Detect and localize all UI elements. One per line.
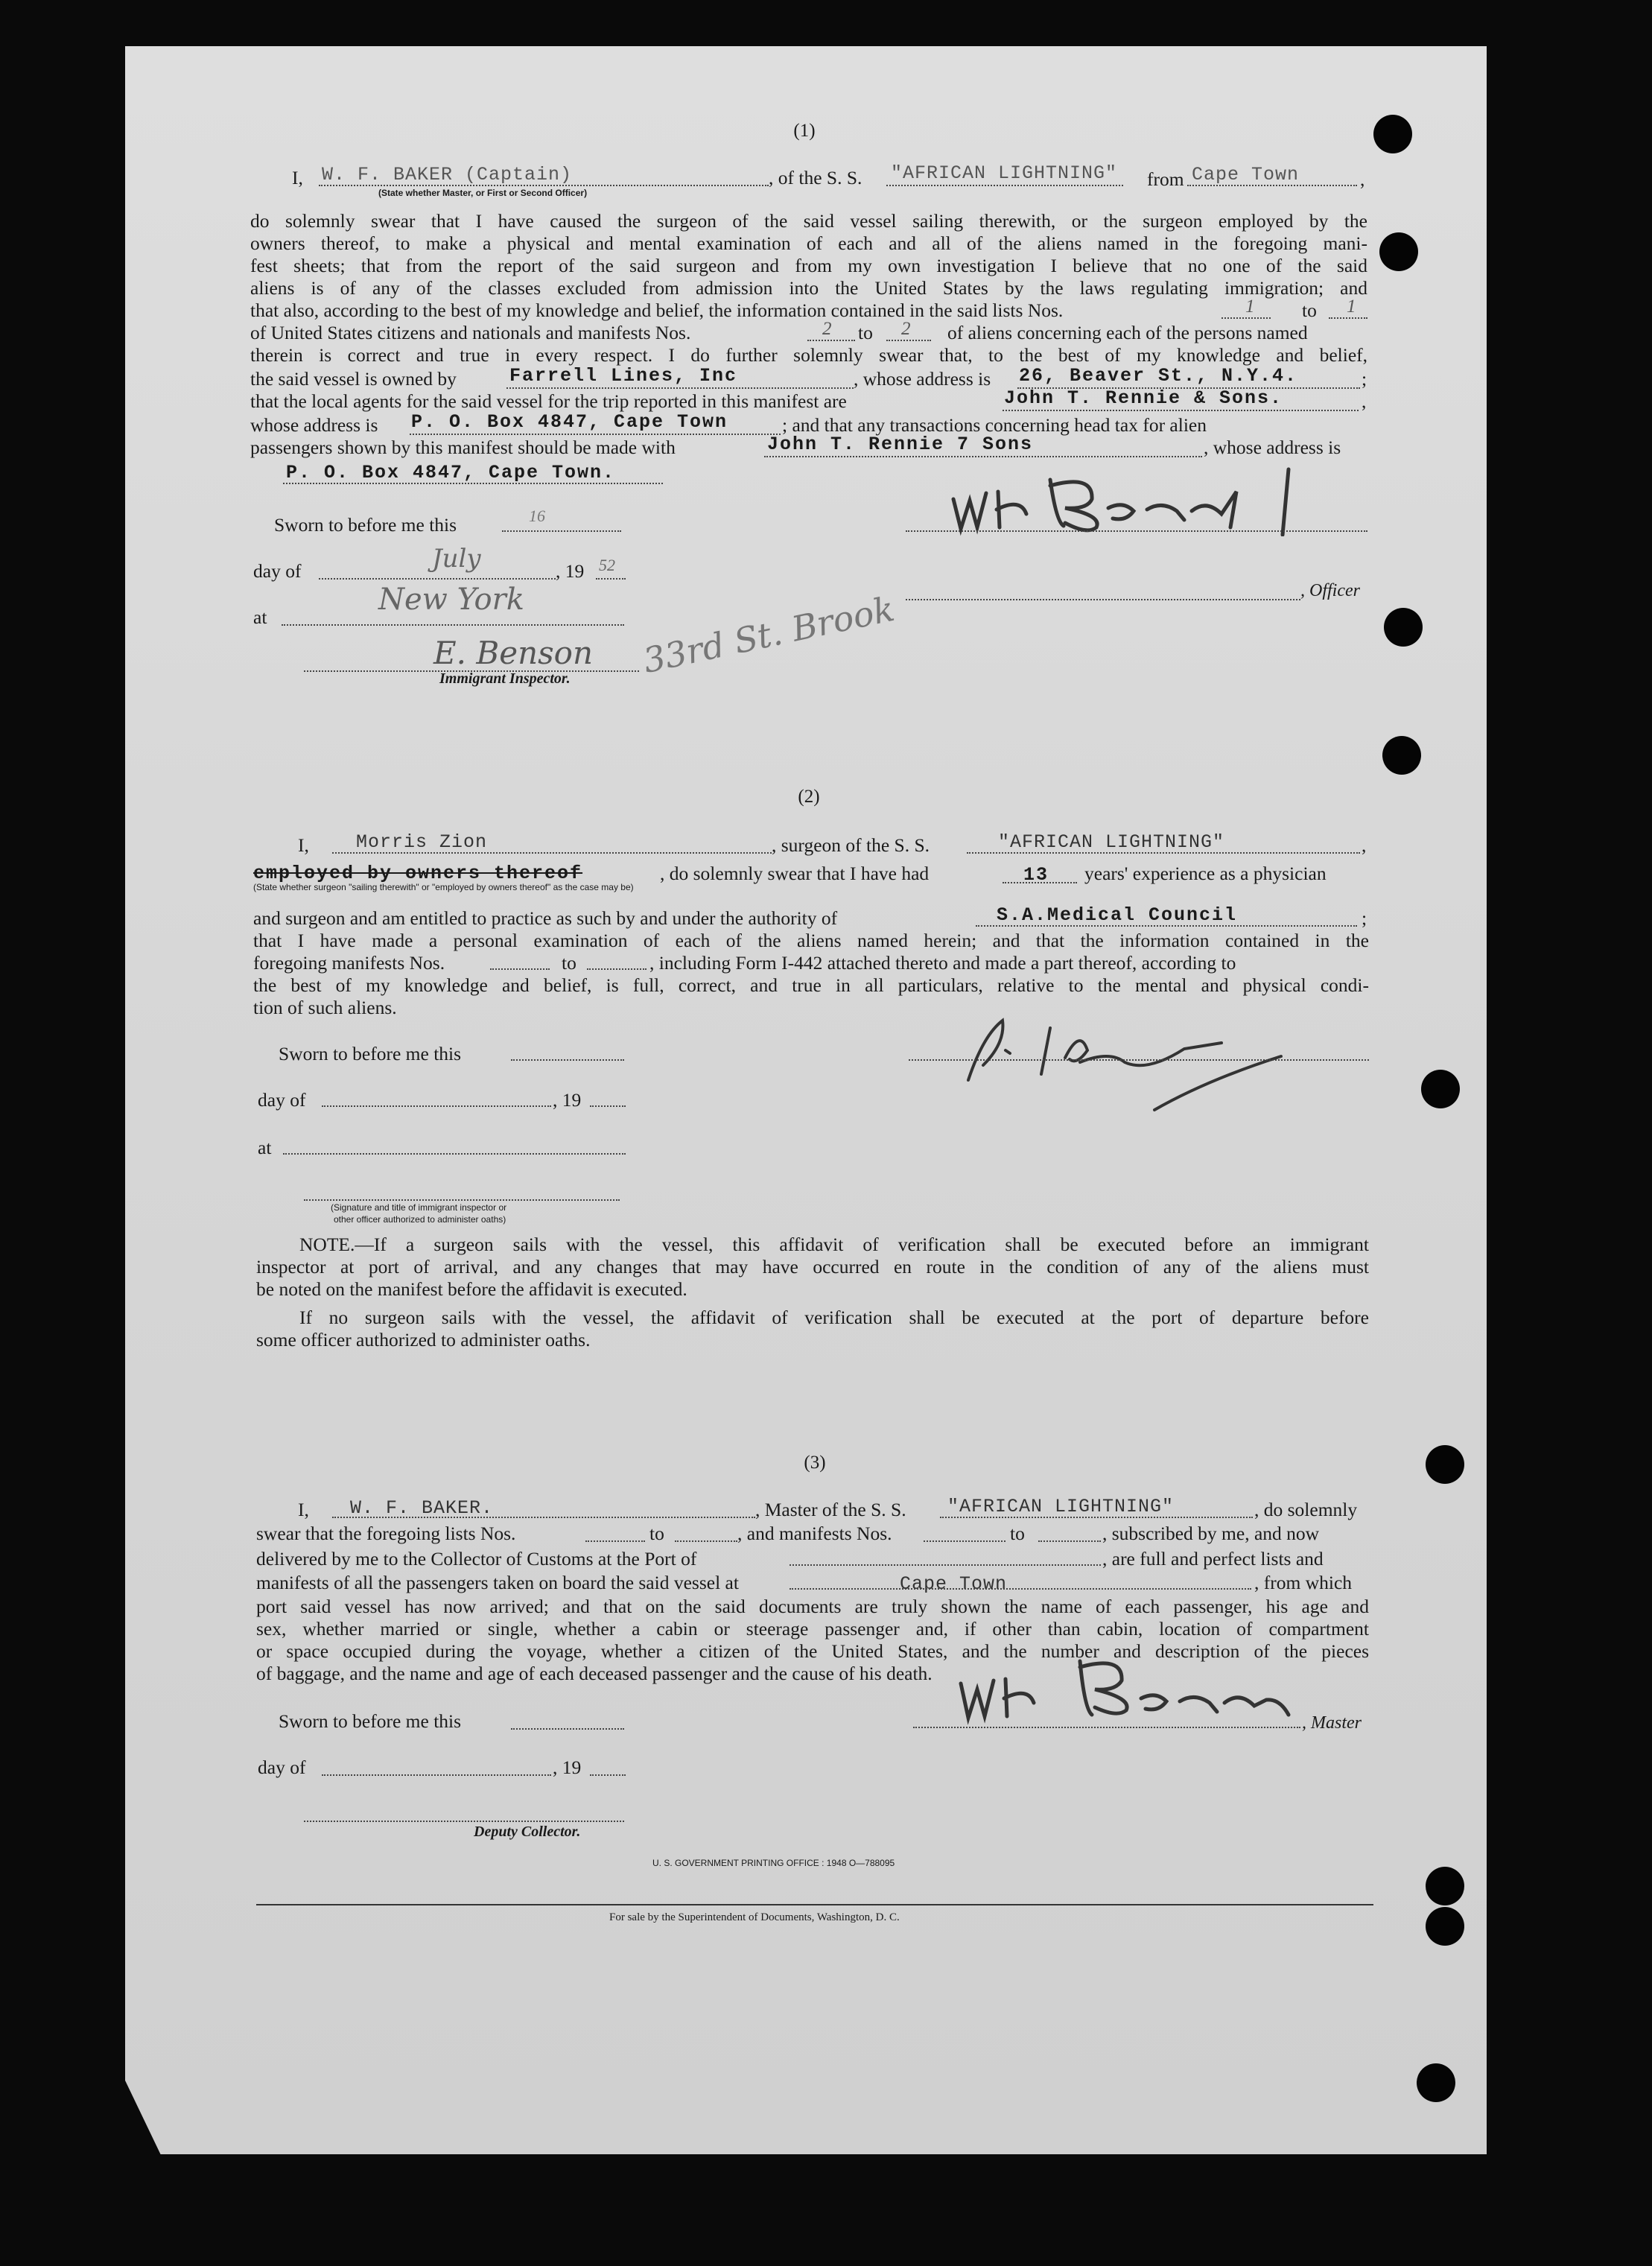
officer-label: , Officer	[1300, 581, 1360, 600]
section-3-body-end: of baggage, and the name and age of each deceased passenger and the cause of his death.	[256, 1663, 933, 1684]
day-line-2	[322, 1105, 551, 1107]
agents-label: that the local agents for the said vessel for the trip reported in this manifest are	[250, 390, 847, 412]
owner-line	[506, 387, 854, 389]
lists-to-line	[1329, 317, 1367, 319]
owner-address: 26, Beaver St., N.Y.4.	[1019, 365, 1298, 387]
binder-hole	[1379, 232, 1418, 271]
section-1-body-line: aliens is of any of the classes excluded from admission into the United States by the laws regulating immigration; and	[250, 277, 1367, 299]
binder-hole	[1426, 1867, 1464, 1905]
agents-address: P. O. Box 4847, Cape Town	[411, 411, 728, 433]
surgeon-capacity: employed by owners thereof	[253, 863, 583, 884]
section-2-number: (2)	[798, 787, 820, 807]
of-ss-label: , of the S. S.	[769, 167, 862, 188]
comma: ,	[1362, 390, 1367, 412]
head-tax-agent: John T. Rennie 7 Sons	[767, 434, 1034, 455]
from-label: from	[1147, 168, 1184, 190]
manifests-from-line-2	[490, 968, 550, 970]
head-tax-label: passengers shown by this manifest should be made with	[250, 437, 676, 458]
for-sale-imprint: For sale by the Superintendent of Documents, Washington, D. C.	[609, 1911, 900, 1923]
sworn-label-1: Sworn to before me this	[274, 514, 457, 536]
binder-hole	[1417, 2063, 1455, 2102]
sworn-month: July	[432, 544, 481, 574]
comma: ,	[1362, 834, 1367, 856]
sworn-place: New York	[378, 583, 524, 617]
vessel-name-3: "AFRICAN LIGHTNING"	[947, 1496, 1175, 1517]
note-2-end: some officer authorized to administer oaths.	[256, 1329, 591, 1351]
month-line	[319, 578, 556, 580]
sworn-line-2	[511, 1059, 624, 1061]
section-3-body-line: or space occupied during the voyage, whether a citizen of the United States, and the number and description of the pieces	[256, 1640, 1369, 1662]
binder-hole	[1426, 1445, 1464, 1484]
sworn-day-line-1	[502, 530, 621, 532]
semicolon: ;	[1362, 907, 1367, 929]
form-text: , including Form I-442 attached thereto and made a part thereof, according to	[649, 952, 1236, 974]
head-tax-address: P. O. Box 4847, Cape Town.	[286, 462, 616, 483]
section-2-body-end: tion of such aliens.	[253, 997, 397, 1018]
authority-label: and surgeon and am entitled to practice as such by and under the authority of	[253, 907, 838, 929]
binder-hole	[1421, 1070, 1460, 1108]
manifests-from-line-3	[924, 1540, 1006, 1542]
manifests-to-label: to	[858, 322, 873, 343]
master-name-line	[319, 185, 769, 186]
section-1-body-line: fest sheets; that from the report of the said surgeon and from my own investigation I believe that no one of the said	[250, 255, 1367, 276]
year-prefix-1: , 19	[556, 560, 585, 582]
note-line: NOTE.—If a surgeon sails with the vessel, this affidavit of verification shall be executed before an immigrant	[299, 1234, 1369, 1255]
at-line-2	[283, 1153, 626, 1155]
lists-from-line	[1221, 317, 1271, 319]
binder-hole	[1426, 1907, 1464, 1946]
binder-hole	[1382, 736, 1421, 775]
intro-i: I,	[292, 167, 303, 188]
note-2-line: If no surgeon sails with the vessel, the affidavit of verification shall be executed at the port of departure before	[299, 1307, 1369, 1328]
surgeon-name: Morris Zion	[356, 831, 488, 853]
master-note: (State whether Master, or First or Second Officer)	[378, 188, 588, 198]
section-3-number: (3)	[804, 1453, 826, 1473]
inspector-line-2	[304, 1199, 620, 1201]
section-1-intro	[292, 167, 303, 189]
sig-caption-2: other officer authorized to administer oaths)	[334, 1214, 506, 1225]
local-agents: John T. Rennie & Sons.	[1004, 387, 1283, 409]
from-which-label: , from which	[1254, 1572, 1353, 1593]
intro-i-3: I,	[298, 1499, 309, 1520]
officer-line	[906, 599, 1300, 600]
year-prefix-2: , 19	[553, 1089, 582, 1111]
year-suffix-1: 52	[599, 556, 615, 574]
vessel-line-2	[967, 852, 1360, 854]
capacity-note: (State whether surgeon "sailing therewith" or "employed by owners thereof" as the case may be)	[253, 882, 634, 892]
head-tax-text: ; and that any transactions concerning head tax for alien	[782, 414, 1207, 436]
manifests-from-line	[807, 340, 855, 341]
surgeon-signature-line	[909, 1059, 1369, 1061]
inspector-label: Immigrant Inspector.	[439, 670, 571, 687]
note-line: inspector at port of arrival, and any changes that may have occurred en route in the condition of any of the aliens must	[256, 1256, 1369, 1278]
place-line	[282, 624, 624, 626]
master-signature-3	[946, 1646, 1333, 1728]
binder-hole	[1384, 608, 1423, 647]
lists-label-3: swear that the foregoing lists Nos.	[256, 1523, 516, 1544]
printing-office-imprint: U. S. GOVERNMENT PRINTING OFFICE : 1948 O—788095	[652, 1858, 895, 1868]
agents-line	[1003, 410, 1359, 411]
taken-on-board-label: manifests of all the passengers taken on board the said vessel at	[256, 1572, 739, 1593]
surgeon-signature	[938, 991, 1326, 1117]
subscribed-label: , subscribed by me, and now	[1102, 1523, 1320, 1544]
comma: ,	[1360, 168, 1365, 190]
years-experience: 13	[1023, 864, 1049, 886]
head-tax-address-label: , whose address is	[1204, 437, 1341, 458]
section-1-manifests-text: of United States citizens and nationals and manifests Nos.	[250, 322, 691, 343]
section-3-body-line: sex, whether married or single, whether a cabin or steerage passenger and, if other than cabin, location of compartment	[256, 1618, 1369, 1640]
year-line-3	[590, 1774, 626, 1776]
swear-text: , do solemnly swear that I have had	[660, 863, 930, 884]
sworn-label-2: Sworn to before me this	[279, 1043, 462, 1064]
section-1-lists-line	[250, 299, 1063, 322]
years-line	[1003, 882, 1077, 883]
section-1-number: (1)	[793, 121, 816, 141]
master-label: , Master	[1302, 1713, 1362, 1733]
lists-from: 1	[1245, 296, 1255, 317]
manifests-to-line	[886, 340, 931, 341]
sworn-label-3: Sworn to before me this	[279, 1710, 462, 1732]
master-name-line-3	[332, 1517, 755, 1518]
master-signature-line-3	[913, 1727, 1300, 1728]
at-label-2: at	[258, 1137, 272, 1158]
departure-port-3: Cape Town	[900, 1573, 1008, 1595]
lists-to: 1	[1347, 296, 1356, 317]
manifests-to-2: to	[562, 952, 576, 974]
lists-from-line-3	[585, 1540, 645, 1542]
sworn-line-3	[511, 1728, 624, 1730]
agents-address-label: whose address is	[250, 414, 378, 436]
day-of-label-2: day of	[258, 1089, 306, 1111]
collector-port-line	[790, 1564, 1101, 1566]
note-line-end: be noted on the manifest before the affidavit is executed.	[256, 1278, 687, 1300]
agents-address-line	[410, 434, 781, 435]
manifests-to-line-3	[1038, 1540, 1101, 1542]
section-3-body-line: port said vessel has now arrived; and that on the said documents are truly shown the name of each passenger, his age and	[256, 1596, 1369, 1617]
master-name: W. F. BAKER (Captain)	[322, 164, 573, 185]
handwritten-annotation: 33rd St. Brook	[639, 588, 898, 681]
manifests-concerning: of aliens concerning each of the persons named	[947, 322, 1308, 343]
years-label: years' experience as a physician	[1084, 863, 1327, 884]
port-line	[1187, 185, 1357, 186]
sworn-day-1: 16	[529, 507, 545, 525]
head-tax-address-line	[283, 483, 663, 484]
year-line-1	[596, 578, 626, 580]
day-line-3	[322, 1774, 551, 1776]
section-2-body-line: that I have made a personal examination of each of the aliens named herein; and that the information contained in the	[253, 930, 1369, 951]
lists-to-label: to	[1302, 299, 1317, 321]
surgeon-name-line	[332, 852, 772, 854]
owned-by-label: the said vessel is owned by	[250, 368, 457, 390]
binder-hole	[1373, 115, 1412, 153]
manifests-to: 2	[901, 319, 911, 339]
year-prefix-3: , 19	[553, 1756, 582, 1778]
section-1-body-line: therein is correct and true in every respect. I do further solemnly swear that, to the best of my knowledge and belief,	[250, 344, 1367, 366]
owner-name: Farrell Lines, Inc	[509, 365, 738, 387]
sig-caption-1: (Signature and title of immigrant inspector or	[331, 1202, 507, 1213]
deputy-collector-label: Deputy Collector.	[474, 1824, 581, 1840]
owner-address-label: , whose address is	[854, 368, 991, 390]
vessel-line-3	[940, 1517, 1253, 1518]
year-line-2	[590, 1105, 626, 1107]
footer-rule	[256, 1904, 1373, 1905]
manifests-nos-label: foregoing manifests Nos.	[253, 952, 445, 974]
section-2-body-line: the best of my knowledge and belief, is full, correct, and true in all particulars, relative to the mental and physical condi-	[253, 974, 1369, 996]
master-signature-1	[938, 447, 1326, 536]
departure-port: Cape Town	[1192, 164, 1300, 185]
section-1-body-line: owners thereof, to make a physical and mental examination of each and all of the aliens named in the foregoing mani-	[250, 232, 1367, 254]
perfect-lists-label: , are full and perfect lists and	[1102, 1548, 1324, 1570]
section-1-body-line: do solemnly swear that I have caused the surgeon of the said vessel sailing therewith, or the surgeon employed by the	[250, 210, 1367, 232]
manifests-to-3: to	[1010, 1523, 1025, 1544]
medical-authority: S.A.Medical Council	[997, 904, 1238, 926]
vessel-name-1: "AFRICAN LIGHTNING"	[891, 162, 1118, 184]
intro-i-2: I,	[298, 834, 309, 856]
master-of-label: , Master of the S. S.	[755, 1499, 906, 1520]
day-of-label-3: day of	[258, 1756, 306, 1778]
semicolon: ;	[1362, 368, 1367, 390]
inspector-signature: E. Benson	[433, 635, 594, 671]
vessel-line-1	[886, 185, 1123, 186]
manifests-from: 2	[822, 319, 832, 339]
lists-text: that also, according to the best of my knowledge and belief, the information contained in the said lists Nos.	[250, 299, 1064, 321]
surgeon-of-label: , surgeon of the S. S.	[772, 834, 930, 856]
at-label-1: at	[253, 606, 267, 628]
lists-to-line-3	[675, 1540, 737, 1542]
officer-signature-line	[906, 530, 1367, 532]
master-name-3: W. F. BAKER.	[350, 1497, 494, 1519]
vessel-name-2: "AFRICAN LIGHTNING"	[998, 831, 1225, 853]
day-of-label-1: day of	[253, 560, 302, 582]
manifests-to-line-2	[587, 968, 646, 970]
solemnly-label: , do solemnly	[1254, 1499, 1358, 1520]
collector-line	[304, 1821, 624, 1822]
authority-line	[976, 925, 1357, 927]
collector-port-label: delivered by me to the Collector of Customs at the Port of	[256, 1548, 697, 1570]
lists-to-3: to	[649, 1523, 664, 1544]
manifests-label-3: , and manifests Nos.	[737, 1523, 892, 1544]
departure-port-line-3	[790, 1588, 1251, 1590]
